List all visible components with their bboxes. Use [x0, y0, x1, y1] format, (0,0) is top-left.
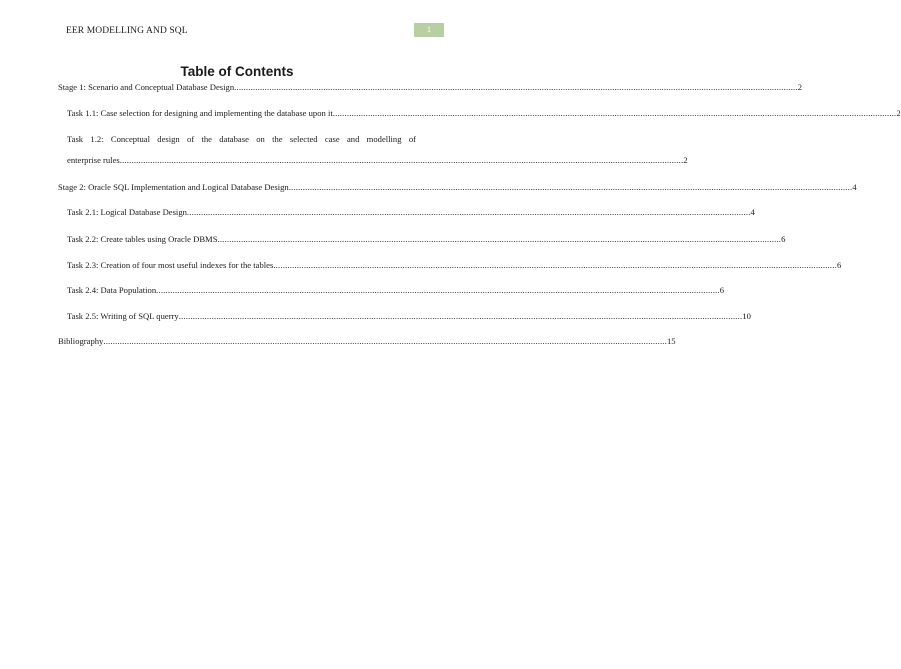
toc-entry-task-1-1[interactable]: [67, 108, 901, 119]
toc-entry-text-line1: Task 1.2: Conceptual design of the database on the selected case and modelling of: [67, 134, 416, 144]
toc-entry-task-1-2-line2: [67, 155, 688, 166]
toc-entry-page: 2: [797, 82, 803, 92]
toc-entry-text: Bibliography: [58, 336, 104, 346]
toc-entry-text: Task 1.1: Case selection for designing and implementing the database upon it: [67, 108, 333, 118]
toc-entry-page: 2: [683, 155, 688, 165]
toc-entry-page: 6: [836, 260, 842, 270]
dot-leader: ................................................................................................................................................................................................................................................: [217, 234, 782, 244]
toc-entry-page: 2: [896, 108, 901, 118]
toc-entry-page: 6: [781, 234, 786, 244]
toc-entry-text: Task 2.4: Data Population: [67, 285, 157, 295]
dot-leader: ................................................................................................................................................................................................................................................: [178, 311, 743, 321]
toc-entry-text: enterprise rules: [67, 155, 120, 165]
toc-entry-text: Stage 2: Oracle SQL Implementation and Logical Database Design: [58, 182, 289, 192]
toc-entry-text: Stage 1: Scenario and Conceptual Database Design: [58, 82, 235, 92]
toc-entry-task-2-5[interactable]: [67, 311, 751, 322]
toc-entry-stage-1[interactable]: [58, 82, 803, 93]
dot-leader: ................................................................................................................................................................................................................................................: [186, 207, 751, 217]
dot-leader: ................................................................................................................................................................................................................................................: [288, 182, 853, 192]
dot-leader: ................................................................................................................................................................................................................................................: [234, 82, 798, 92]
dot-leader: ................................................................................................................................................................................................................................................: [103, 336, 667, 346]
toc-entry-text: Task 2.3: Creation of four most useful indexes for the tables: [67, 260, 274, 270]
dot-leader: ................................................................................................................................................................................................................................................: [156, 285, 720, 295]
dot-leader: ................................................................................................................................................................................................................................................: [273, 260, 837, 270]
toc-entry-task-2-1[interactable]: [67, 207, 755, 218]
toc-entry-bibliography[interactable]: [58, 336, 676, 347]
toc-entry-page: 4: [852, 182, 857, 192]
toc-entry-task-2-2[interactable]: [67, 234, 786, 245]
toc-entry-page: 4: [750, 207, 755, 217]
toc-entry-text: Task 2.2: Create tables using Oracle DBMS: [67, 234, 218, 244]
toc-entry-stage-2[interactable]: [58, 182, 857, 193]
header-title: EER MODELLING AND SQL: [66, 26, 188, 36]
dot-leader: ................................................................................................................................................................................................................................................: [119, 155, 684, 165]
toc-entry-text: Task 2.5: Writing of SQL querry: [67, 311, 179, 321]
dot-leader: ................................................................................................................................................................................................................................................: [332, 108, 897, 118]
toc-entry-page: 15: [666, 336, 676, 346]
toc-heading: Table of Contents: [180, 64, 294, 79]
toc-entry-page: 6: [719, 285, 725, 295]
toc-entry-text: Task 2.1: Logical Database Design: [67, 207, 187, 217]
page-number-badge: 1: [414, 23, 444, 37]
toc-entry-task-2-4[interactable]: [67, 285, 725, 296]
toc-entry-task-2-3[interactable]: [67, 260, 842, 271]
toc-entry-page: 10: [742, 311, 751, 321]
